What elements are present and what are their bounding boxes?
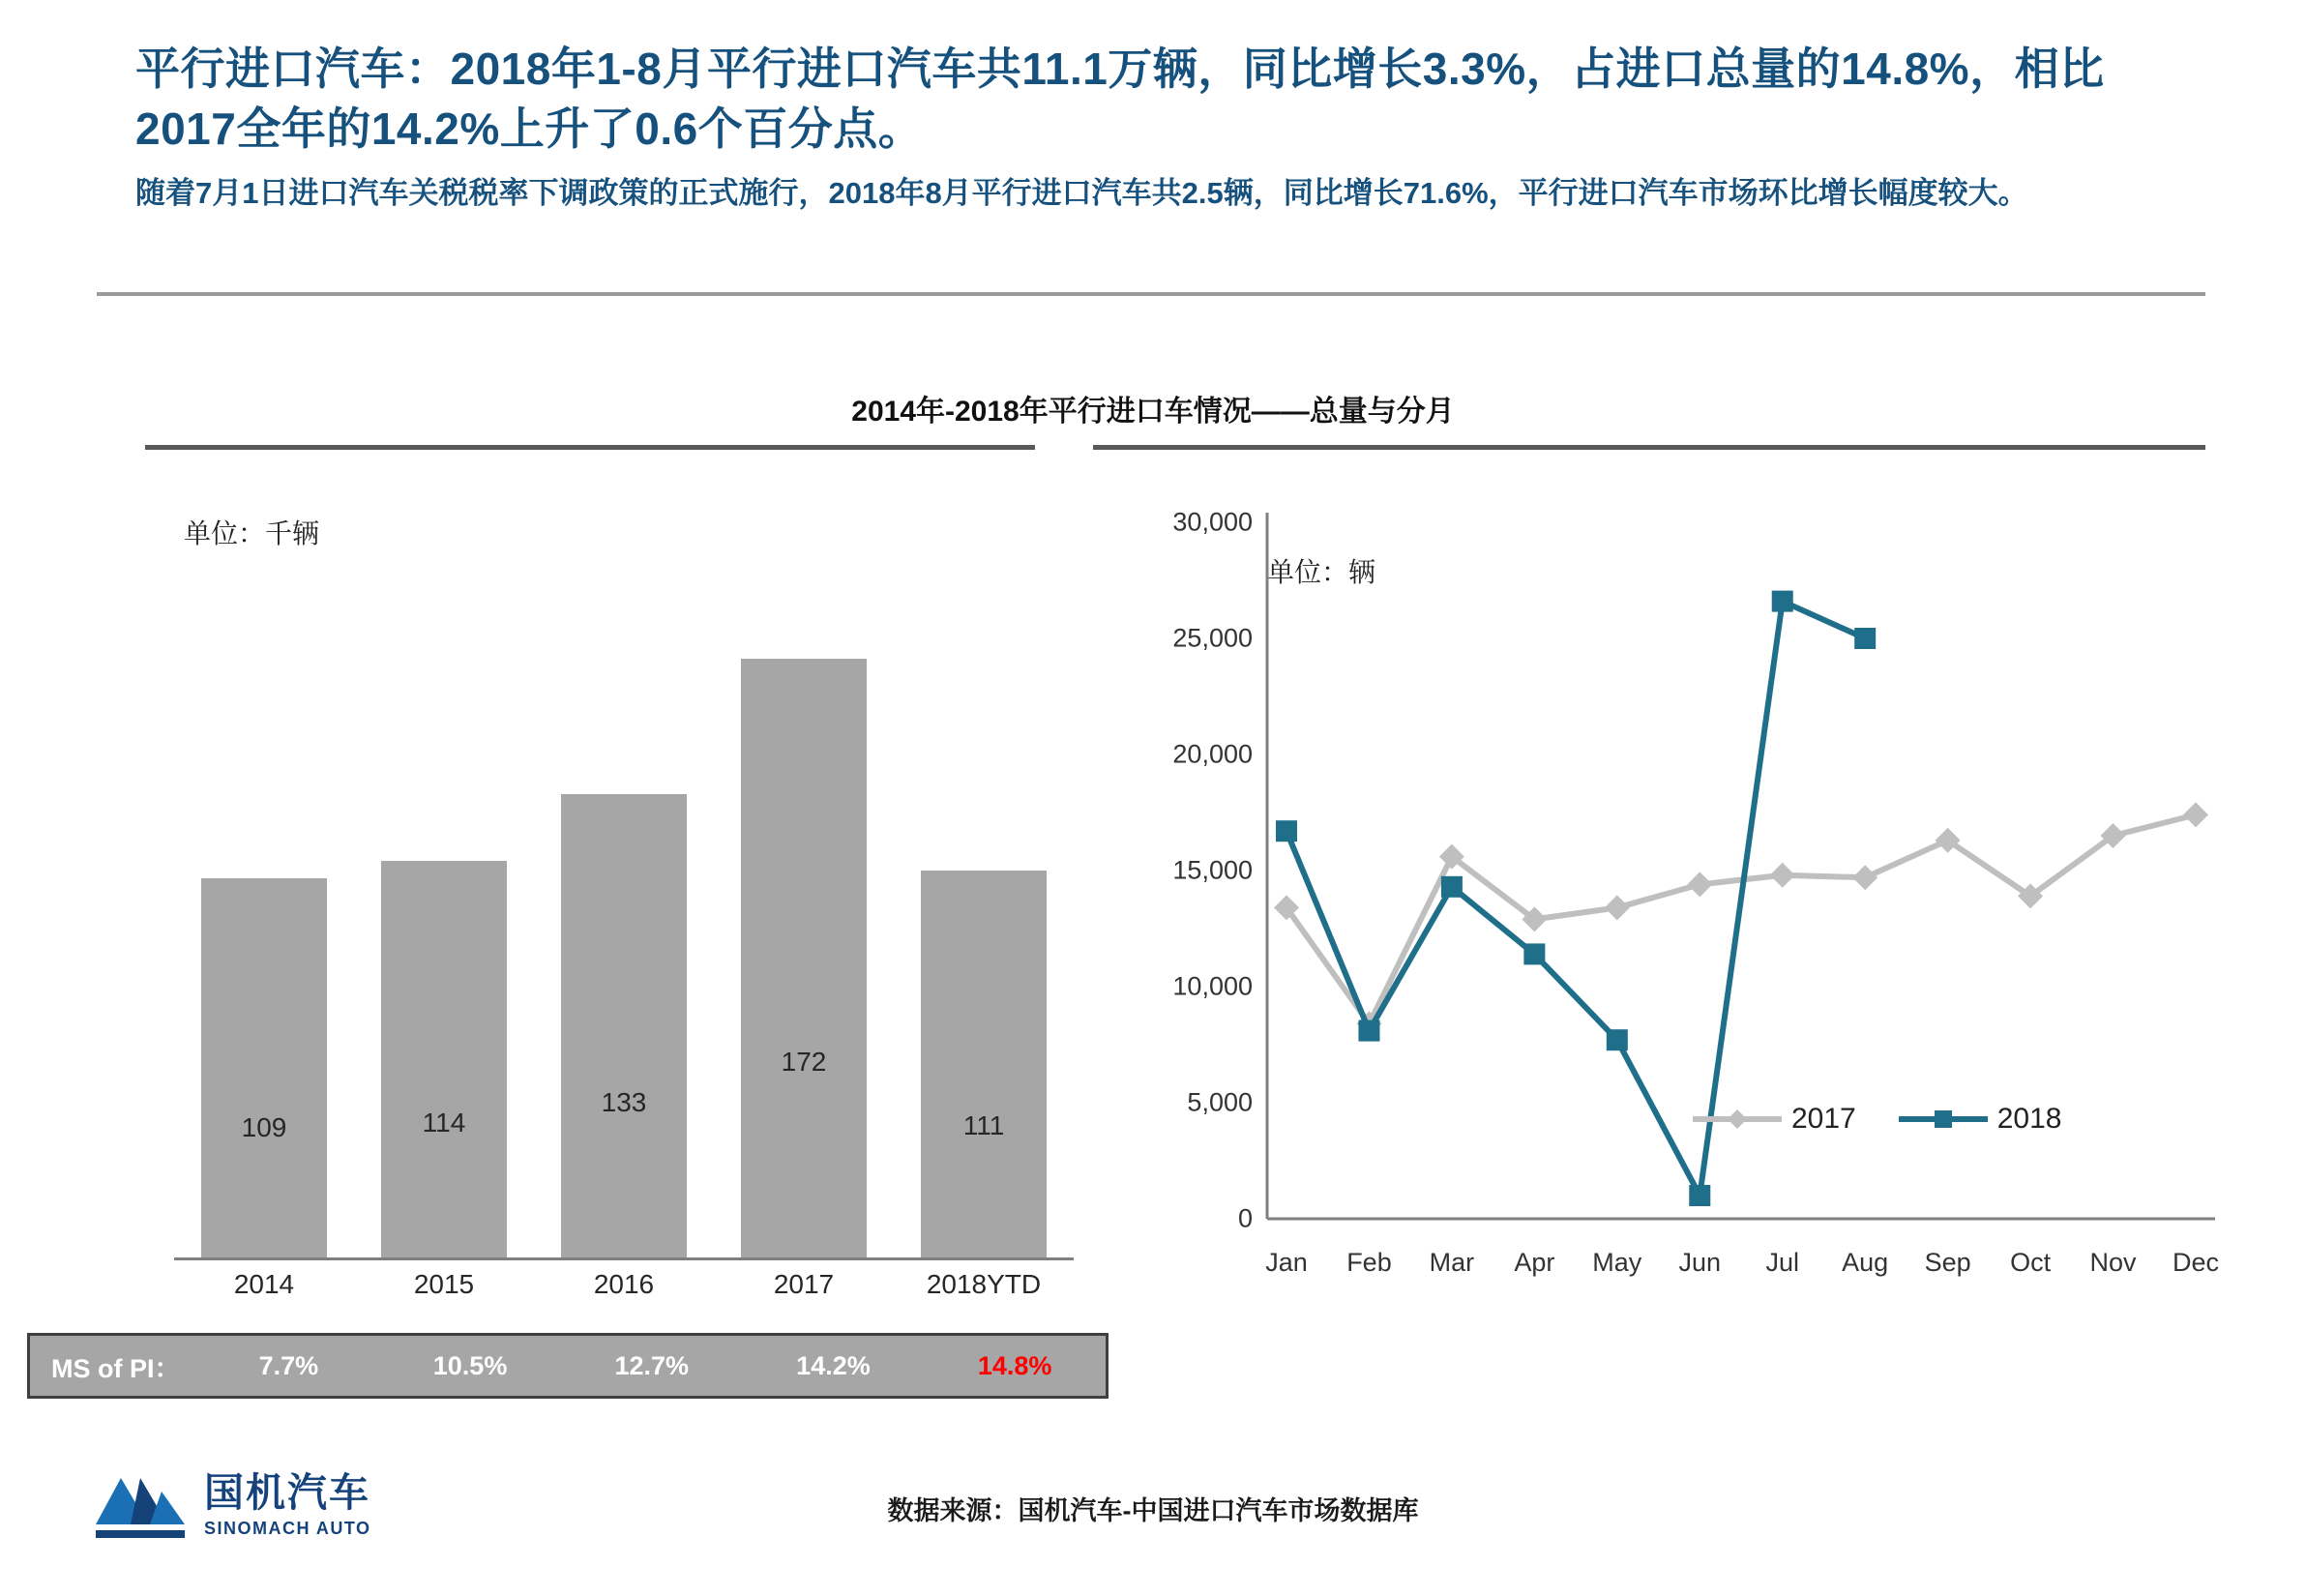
bar-value-label: 111 <box>962 1110 1005 1141</box>
bar-chart-axis <box>174 1257 1074 1260</box>
ms-of-pi-value-highlight: 14.8% <box>924 1336 1106 1396</box>
line-marker <box>1770 863 1795 888</box>
line-marker <box>1441 876 1463 898</box>
chart-divider-left <box>145 445 1035 450</box>
bar-category-label: 2018YTD <box>926 1269 1042 1299</box>
x-axis-tick: Jun <box>1678 1248 1722 1277</box>
x-axis-tick: Mar <box>1429 1248 1475 1277</box>
x-axis-tick: Dec <box>2172 1248 2219 1277</box>
legend-swatch-2017 <box>1693 1116 1782 1122</box>
bar-chart <box>145 484 1112 1299</box>
ms-of-pi-value: 10.5% <box>379 1336 561 1396</box>
bar <box>381 861 507 1257</box>
ms-of-pi-value: 12.7% <box>561 1336 743 1396</box>
ms-of-pi-value: 14.2% <box>743 1336 925 1396</box>
x-axis-tick: Oct <box>2010 1248 2052 1277</box>
chart-title: 2014年-2018年平行进口车情况——总量与分月 <box>851 396 1455 428</box>
legend-item-2017 <box>1693 1103 1856 1136</box>
line-marker <box>1523 943 1545 964</box>
y-axis-tick: 25,000 <box>1172 623 1253 653</box>
legend-label-2018: 2018 <box>1996 1103 2062 1135</box>
x-axis-tick: Jul <box>1765 1248 1799 1277</box>
line-marker <box>1276 820 1297 842</box>
logo-text-en: SINOMACH AUTO <box>204 1519 371 1538</box>
y-axis-tick: 15,000 <box>1172 855 1253 885</box>
bar-category-label: 2016 <box>593 1269 655 1299</box>
company-logo <box>92 1468 371 1542</box>
x-axis-tick: Nov <box>2089 1248 2137 1277</box>
line-chart-unit-label: 单位：辆 <box>1267 557 1376 587</box>
bar-category-label: 2017 <box>773 1269 835 1299</box>
bar <box>561 794 687 1257</box>
bar-item <box>354 561 534 1257</box>
sinomach-logo-icon <box>92 1468 189 1542</box>
ms-of-pi-label: MS of PI： <box>30 1336 198 1396</box>
bar-item <box>714 561 894 1257</box>
x-axis-tick: Sep <box>1924 1248 1971 1277</box>
line-marker <box>1689 1185 1710 1206</box>
line-marker <box>1605 895 1630 920</box>
y-axis-tick: 5,000 <box>1187 1087 1253 1117</box>
page-subtitle: 随着7月1日进口汽车关税税率下调政策的正式施行，2018年8月平行进口汽车共2.5辆，同比增长71.6%，平行进口汽车市场环比增长幅度较大。 <box>135 176 2028 211</box>
header-divider <box>97 292 2205 296</box>
ms-of-pi-value: 7.7% <box>198 1336 380 1396</box>
bar-item <box>894 561 1074 1257</box>
bar-value-label: 114 <box>422 1107 466 1138</box>
legend-label-2017: 2017 <box>1791 1103 1856 1135</box>
ms-of-pi-strip <box>27 1333 1109 1399</box>
y-axis-tick: 10,000 <box>1172 971 1253 1001</box>
chart-divider-right <box>1093 445 2205 450</box>
logo-text <box>204 1470 371 1538</box>
x-axis-tick: Feb <box>1346 1248 1392 1277</box>
x-axis-tick: Jan <box>1265 1248 1308 1277</box>
bar-value-label: 133 <box>601 1087 647 1118</box>
bar-item <box>534 561 714 1257</box>
x-axis-tick: Aug <box>1842 1248 1889 1277</box>
y-axis-tick: 20,000 <box>1172 739 1253 769</box>
y-axis-tick: 0 <box>1237 1203 1253 1233</box>
bar-series <box>174 561 1074 1257</box>
logo-text-cn: 国机汽车 <box>204 1470 370 1515</box>
x-axis-tick: Apr <box>1514 1248 1555 1277</box>
data-source-note: 数据来源：国机汽车-中国进口汽车市场数据库 <box>887 1496 1419 1525</box>
x-axis-tick: May <box>1592 1248 1642 1277</box>
line-marker <box>1852 865 1877 890</box>
bar-value-label: 172 <box>781 1047 827 1078</box>
bar-item <box>174 561 354 1257</box>
bar-value-label: 109 <box>241 1112 287 1143</box>
bar-category-label: 2014 <box>233 1269 295 1299</box>
line-marker <box>1854 628 1876 649</box>
bar <box>921 871 1047 1257</box>
line-chart-legend <box>1693 1103 2091 1136</box>
y-axis-tick: 30,000 <box>1172 507 1253 537</box>
header <box>135 39 2186 216</box>
bar-chart-unit-label: 单位：千辆 <box>184 518 320 548</box>
line-marker <box>1607 1029 1628 1050</box>
legend-swatch-2018 <box>1899 1116 1988 1122</box>
line-chart <box>1093 484 2219 1315</box>
page-title: 平行进口汽车：2018年1-8月平行进口汽车共11.1万辆，同比增长3.3%，占进口总量的14.8%，相比2017全年的14.2%上升了0.6个百分点。 <box>135 44 2105 155</box>
bar <box>741 659 867 1257</box>
bar-category-label: 2015 <box>413 1269 475 1299</box>
line-marker <box>1358 1020 1379 1042</box>
line-chart-plot <box>1093 484 2215 1315</box>
line-marker <box>2183 802 2208 827</box>
line-marker <box>1772 591 1793 612</box>
line-marker <box>1687 872 1712 897</box>
bar <box>201 878 327 1257</box>
legend-item-2018 <box>1899 1103 2062 1136</box>
